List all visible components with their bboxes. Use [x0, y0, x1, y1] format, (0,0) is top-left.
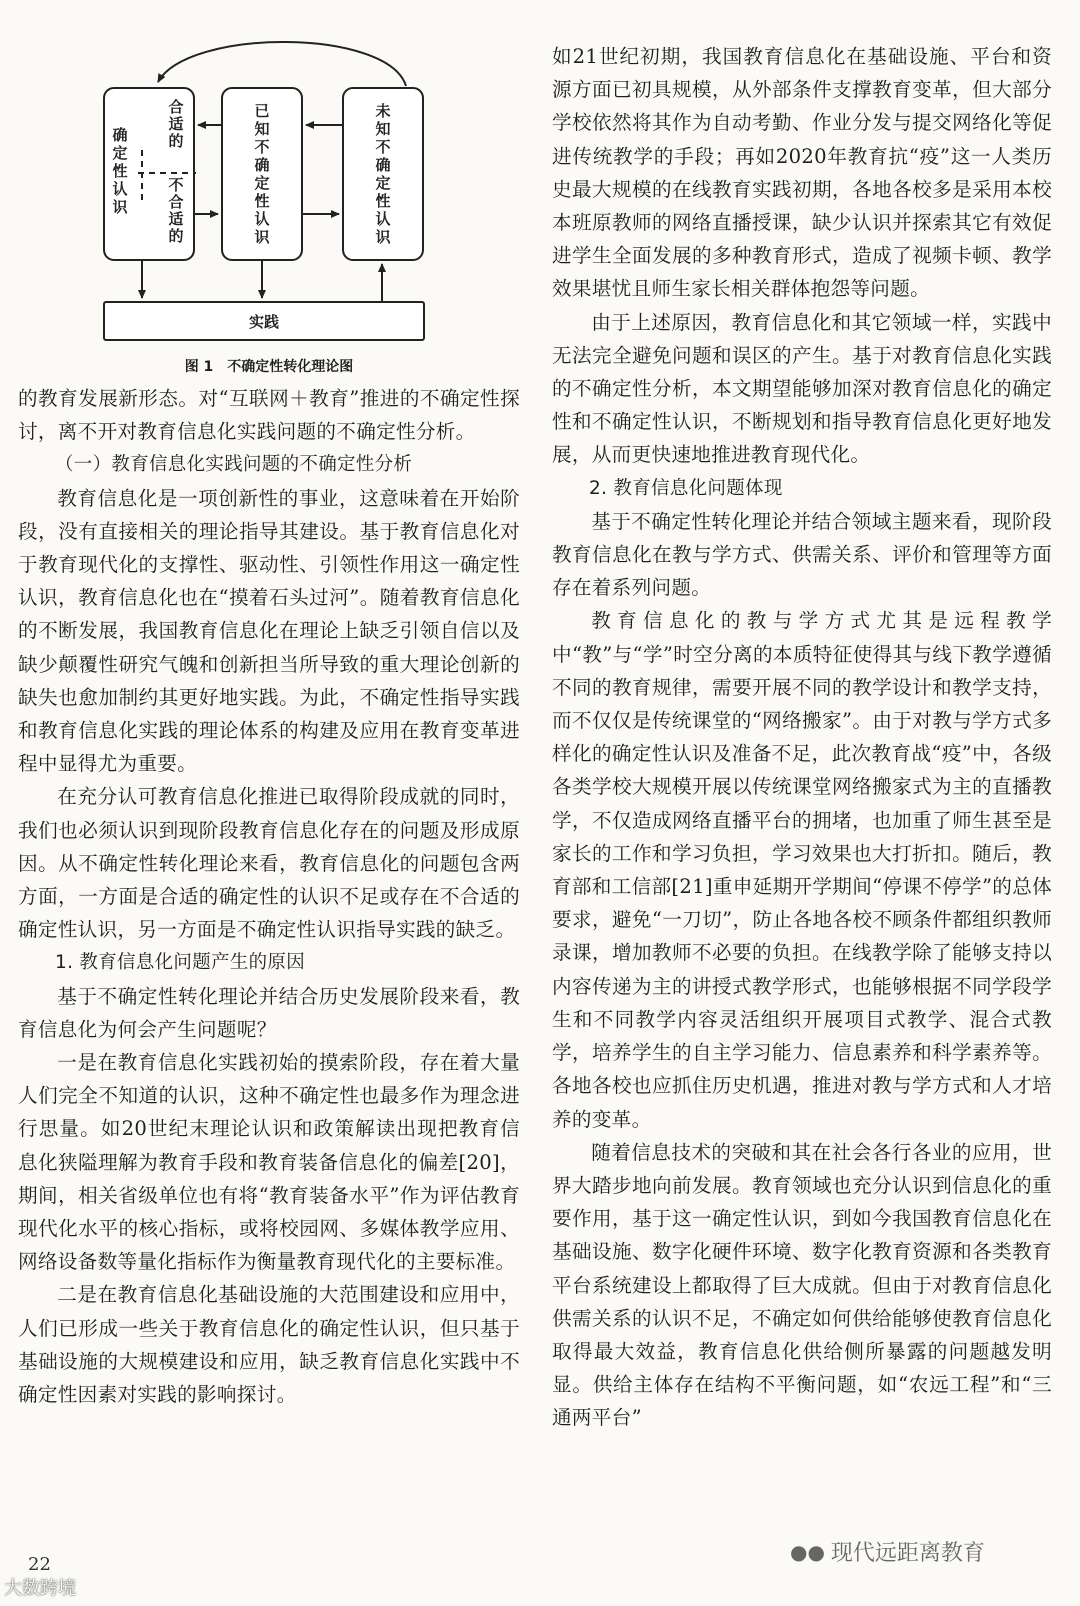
label-unknown-uncertain: [375, 102, 391, 246]
diagram-char: 未: [375, 102, 391, 120]
diagram-char: 确: [254, 156, 270, 174]
diagram-char: 识: [112, 198, 128, 216]
paragraph: 如21世纪初期，我国教育信息化在基础设施、平台和资源方面已初具规模，从外部条件支撑教育变革，但大部分学校依然将其作为自动考勤、作业分发与提交网络化等促进传统教学的手段；再如2020年教育抗“疫”这一人类历史最大规模的在线教育实践初期，各地各校多是采用本校本班原教师的网络直播授课，缺少认识并探索其它有效促进学生全面发展的多种教育形式，造成了视频卡顿、教学效果堪忧且师生家长相关群体抱怨等问题。: [552, 45, 1052, 301]
paragraph: 基于不确定性转化理论并结合历史发展阶段来看，教育信息化为何会产生问题呢？: [18, 984, 520, 1041]
paragraph: 基于不确定性转化理论并结合领域主题来看，现阶段教育信息化在教与学方式、供需关系、评价和管理等方面存在着系列问题。: [552, 509, 1052, 600]
label-practice: 实践: [248, 313, 280, 331]
watermark-right-text: 现代远距离教育: [830, 1541, 985, 1566]
paragraph: 随着信息技术的突破和其在社会各行各业的应用，世界大踏步地向前发展。教育领域也充分认识到信息化的重要作用，基于这一确定性认识，到如今我国教育信息化在基础设施、数字化硬件环境、数字化教育资源和各类教育平台系统建设上都取得了巨大成就。但由于对教育信息化供需关系的认识不足，不确定如何供给能够使教育信息化取得最大效益，教育信息化供给侧所暴露的问题越发明显。供给主体存在结构不平衡问题，如“农远工程”和“三通两平台”: [552, 1140, 1052, 1430]
diagram-char: 性: [375, 192, 391, 210]
page-number: 22: [28, 1554, 51, 1575]
paragraph: 由于上述原因，教育信息化和其它领域一样，实践中无法完全避免问题和误区的产生。基于对教育信息化实践的不确定性分析，本文期望能够加深对教育信息化的确定性和不确定性认识，不断规划和指导教育信息化更好地发展，从而更快速地推进教育现代化。: [552, 310, 1052, 467]
left-body-text: [18, 382, 520, 1411]
diagram-char: 认: [112, 180, 128, 198]
diagram-char: 适: [168, 210, 184, 228]
paragraph: 二是在教育信息化基础设施的大范围建设和应用中，人们已形成一些关于教育信息化的确定性认识，但只基于基础设施的大规模建设和应用，缺乏教育信息化实践中不确定性因素对实践的影响探讨。: [18, 1283, 520, 1407]
diagram-char: 适: [168, 115, 184, 133]
diagram-char: 合: [168, 98, 184, 116]
diagram-char: 定: [254, 174, 270, 192]
section-heading: 2. 教育信息化问题体现: [589, 477, 783, 499]
uncertainty-diagram: [18, 0, 520, 350]
paragraph: 教育信息化是一项创新性的事业，这意味着在开始阶段，没有直接相关的理论指导其建设。基于教育信息化对于教育现代化的支撑性、驱动性、引领性作用这一确定性认识，教育信息化也在“摸着石头过河”。随着教育信息化的不断发展，我国教育信息化在理论上缺乏引领自信以及缺少颠覆性研究气魄和创新担当所导致的重大理论创新的缺失也愈加制约其更好地实践。为此，不确定性指导实践和教育信息化实践的理论体系的构建及应用在教育变革进程中显得尤为重要。: [18, 486, 520, 776]
diagram-char: 定: [375, 174, 391, 192]
wechat-icon: ●●: [790, 1539, 825, 1564]
diagram-char: 性: [254, 192, 270, 210]
figure-1: [18, 0, 520, 382]
label-known-uncertain: [254, 102, 270, 246]
diagram-char: 知: [375, 120, 391, 138]
feedback-arrow: [158, 42, 406, 86]
diagram-char: 认: [375, 210, 391, 228]
right-body-text: [552, 40, 1052, 1435]
diagram-char: 性: [112, 162, 128, 180]
section-heading: 1. 教育信息化问题产生的原因: [55, 952, 306, 974]
diagram-char: 识: [375, 228, 391, 246]
diagram-char: 知: [254, 120, 270, 138]
left-column: [18, 0, 520, 1411]
diagram-char: 不: [375, 138, 391, 156]
diagram-char: 定: [112, 144, 128, 162]
diagram-char: 认: [254, 210, 270, 228]
watermark-right: [790, 1536, 985, 1567]
diagram-char: 的: [168, 227, 184, 245]
label-determinate-knowledge: [112, 126, 128, 216]
paragraph: 教育信息化的教与学方式尤其是远程教学中“教”与“学”时空分离的本质特征使得其与线下教学遵循不同的教育规律，需要开展不同的教学设计和教学支持，而不仅仅是传统课堂的“网络搬家”。由于对教与学方式多样化的确定性认识及准备不足，此次教育战“疫”中，各级各类学校大规模开展以传统课堂网络搬家式为主的直播教学，不仅造成网络直播平台的拥堵，也加重了师生甚至是家长的工作和学习负担，学习效果也大打折扣。随后，教育部和工信部[21]重申延期开学期间“停课不停学”的总体要求，避免“一刀切”，防止各地各校不顾条件都组织教师录课，增加教师不必要的负担。在线教学除了能够支持以内容传递为主的讲授式教学形式，也能够根据不同学段学生和不同教学内容灵活组织开展项目式教学、混合式教学，培养学生的自主学习能力、信息素养和科学素养等。各地各校也应抓住历史机遇，推进对教与学方式和人才培养的变革。: [552, 609, 1052, 1131]
paragraph: 一是在教育信息化实践初始的摸索阶段，存在着大量人们完全不知道的认识，这种不确定性也最多作为理念进行思量。如20世纪末理论认识和政策解读出现把教育信息化狭隘理解为教育手段和教育装备信息化的偏差[20]，期间，相关省级单位也有将“教育装备水平”作为评估教育现代化水平的核心指标，或将校园网、多媒体教学应用、网络设备数等量化指标作为衡量教育现代化的主要标准。: [18, 1051, 520, 1274]
label-suitable: [168, 98, 183, 150]
diagram-char: 确: [375, 156, 391, 174]
watermark-left: 大数跨境: [4, 1578, 76, 1599]
label-unsuitable: [168, 176, 183, 245]
diagram-char: 合: [168, 193, 184, 211]
diagram-char: 确: [112, 126, 128, 144]
section-heading: （一）教育信息化实践问题的不确定性分析: [55, 454, 413, 476]
diagram-char: 不: [168, 176, 184, 194]
diagram-char: 不: [254, 138, 270, 156]
right-column: [552, 0, 1052, 1435]
diagram-char: 识: [254, 228, 270, 246]
paragraph: 在充分认可教育信息化推进已取得阶段成就的同时，我们也必须认识到现阶段教育信息化存在的问题及形成原因。从不确定性转化理论来看，教育信息化的问题包含两方面，一方面是合适的确定性的认识不足或存在不合适的确定性认识，另一方面是不确定性认识指导实践的缺乏。: [18, 785, 520, 942]
paragraph: 的教育发展新形态。对“互联网＋教育”推进的不确定性探讨，离不开对教育信息化实践问题的不确定性分析。: [18, 387, 520, 444]
diagram-char: 的: [168, 132, 184, 150]
diagram-char: 已: [254, 102, 270, 120]
figure-caption: 图 1 不确定性转化理论图: [184, 359, 354, 375]
